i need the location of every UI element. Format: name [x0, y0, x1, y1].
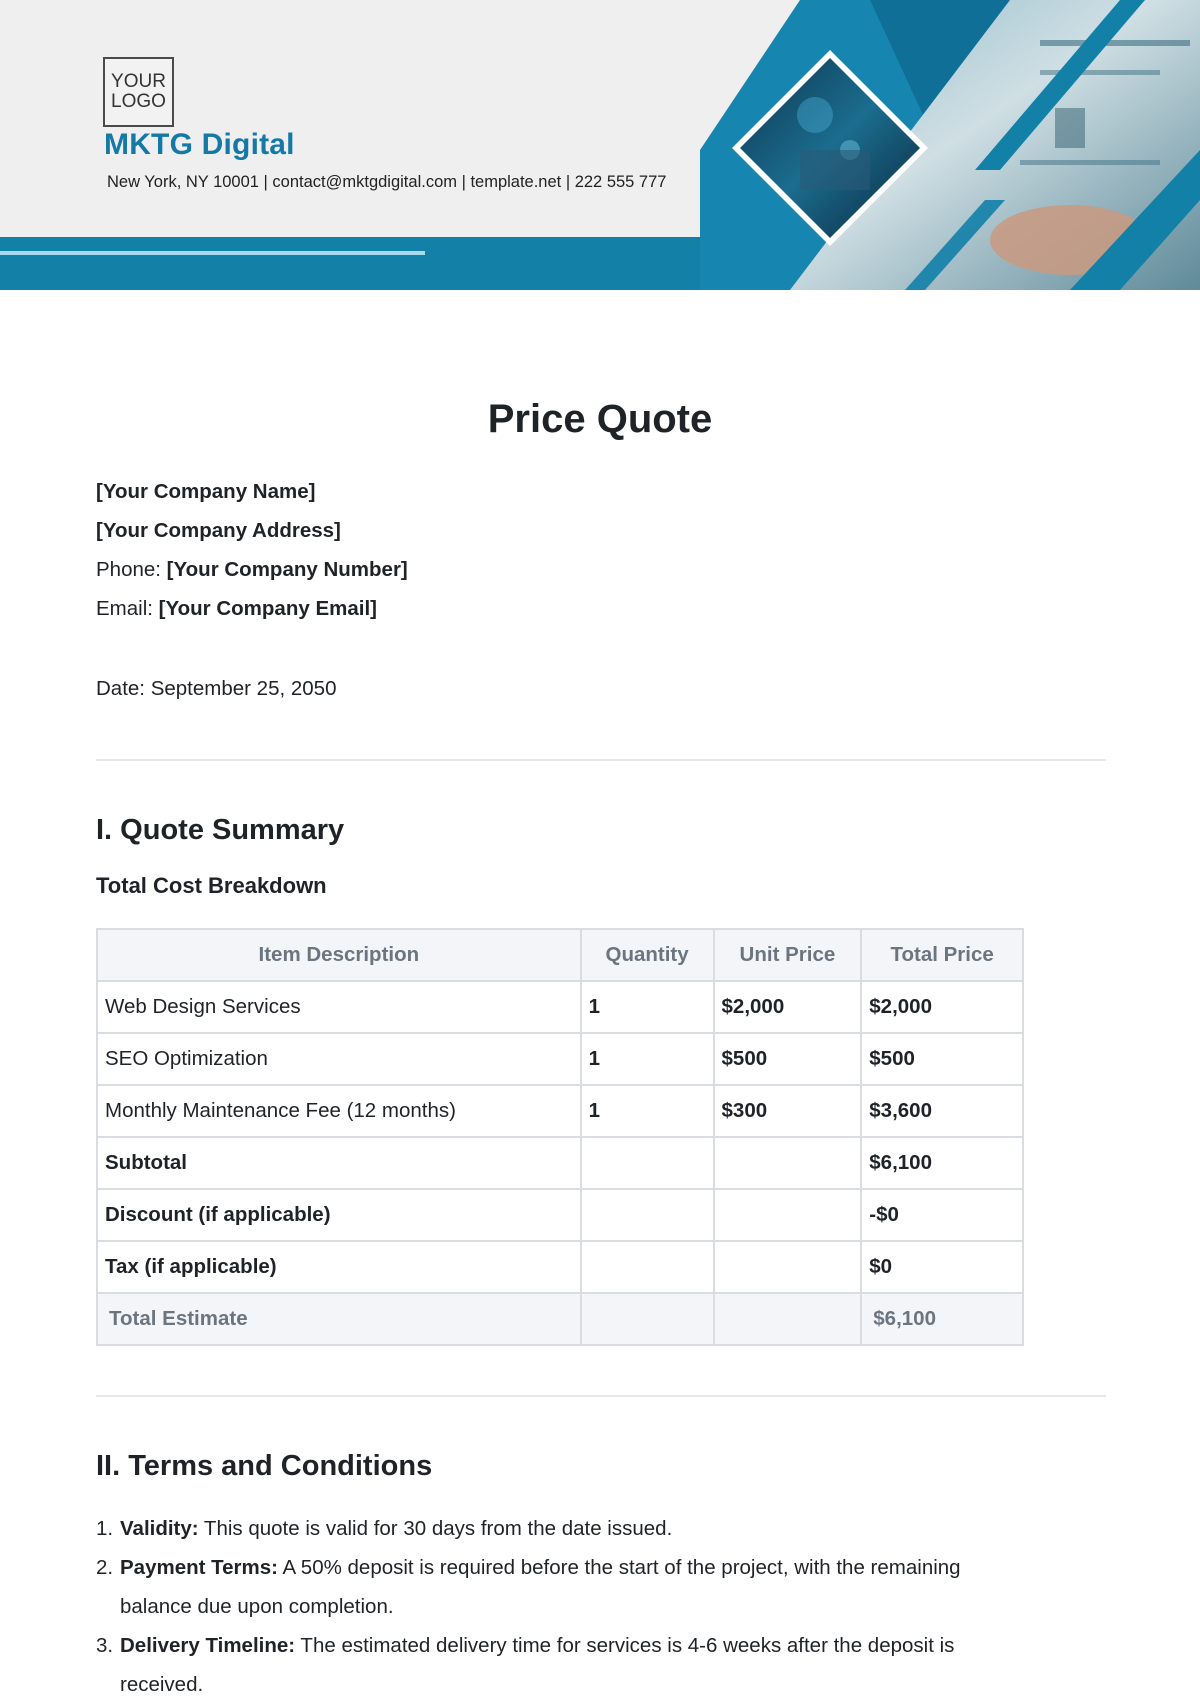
company-details — [96, 472, 408, 628]
summary-value: $6,100 — [861, 1293, 1023, 1345]
cost-breakdown-table — [96, 928, 1024, 1346]
total-estimate-row — [97, 1293, 1023, 1345]
term-text: A 50% deposit is required before the start of the project, with the remaining balance due upon completion. — [120, 1556, 961, 1618]
summary-value: $0 — [861, 1241, 1023, 1293]
term-text: This quote is valid for 30 days from the date issued. — [198, 1517, 673, 1540]
empty-cell — [714, 1189, 862, 1241]
summary-label: Tax (if applicable) — [97, 1241, 581, 1293]
tax-row — [97, 1241, 1023, 1293]
logo-text-line2: LOGO — [111, 91, 166, 112]
quote-date: Date: September 25, 2050 — [96, 677, 337, 700]
column-header: Unit Price — [714, 929, 862, 981]
item-description: Web Design Services — [97, 981, 581, 1033]
list-number: 2. — [96, 1556, 114, 1579]
item-total-price: $500 — [861, 1033, 1023, 1085]
item-quantity: 1 — [581, 1085, 714, 1137]
summary-label: Subtotal — [97, 1137, 581, 1189]
subtotal-row — [97, 1137, 1023, 1189]
company-phone — [96, 550, 408, 589]
item-quantity: 1 — [581, 981, 714, 1033]
list-number: 1. — [96, 1517, 114, 1540]
column-header: Quantity — [581, 929, 714, 981]
page-header — [0, 0, 1200, 290]
email-label: Email: — [96, 597, 159, 620]
summary-label: Total Estimate — [97, 1293, 581, 1345]
item-description: SEO Optimization — [97, 1033, 581, 1085]
column-header: Item Description — [97, 929, 581, 981]
company-email — [96, 589, 408, 628]
empty-cell — [714, 1293, 862, 1345]
empty-cell — [581, 1189, 714, 1241]
list-item — [96, 1509, 1036, 1548]
table-row — [97, 1033, 1023, 1085]
term-text: The estimated delivery time for services is 4-6 weeks after the deposit is received. — [120, 1634, 955, 1696]
terms-list — [96, 1509, 1036, 1701]
brand-name: MKTG Digital — [104, 128, 295, 161]
item-description: Monthly Maintenance Fee (12 months) — [97, 1085, 581, 1137]
item-quantity: 1 — [581, 1033, 714, 1085]
company-name: [Your Company Name] — [96, 480, 316, 503]
item-unit-price: $500 — [714, 1033, 862, 1085]
table-header-row — [97, 929, 1023, 981]
empty-cell — [714, 1137, 862, 1189]
term-label: Payment Terms: — [120, 1556, 278, 1579]
divider — [96, 759, 1106, 761]
term-label: Validity: — [120, 1517, 199, 1540]
email-value: [Your Company Email] — [158, 597, 377, 620]
item-unit-price: $2,000 — [714, 981, 862, 1033]
item-total-price: $3,600 — [861, 1085, 1023, 1137]
empty-cell — [581, 1241, 714, 1293]
item-unit-price: $300 — [714, 1085, 862, 1137]
list-number: 3. — [96, 1634, 114, 1657]
section-heading-quote-summary: I. Quote Summary — [96, 814, 345, 846]
empty-cell — [714, 1241, 862, 1293]
section-heading-terms: II. Terms and Conditions — [96, 1450, 433, 1482]
summary-value: $6,100 — [861, 1137, 1023, 1189]
empty-cell — [581, 1137, 714, 1189]
table-row — [97, 981, 1023, 1033]
summary-label: Discount (if applicable) — [97, 1189, 581, 1241]
logo-text-line1: YOUR — [111, 71, 166, 92]
contact-info: New York, NY 10001 | contact@mktgdigital.com | template.net | 222 555 777 — [107, 173, 667, 191]
phone-value: [Your Company Number] — [166, 558, 408, 581]
company-address: [Your Company Address] — [96, 519, 341, 542]
company-logo — [103, 57, 174, 127]
divider — [96, 1395, 1106, 1397]
empty-cell — [581, 1293, 714, 1345]
discount-row — [97, 1189, 1023, 1241]
term-label: Delivery Timeline: — [120, 1634, 296, 1657]
item-total-price: $2,000 — [861, 981, 1023, 1033]
summary-value: -$0 — [861, 1189, 1023, 1241]
phone-label: Phone: — [96, 558, 167, 581]
column-header: Total Price — [861, 929, 1023, 981]
list-item — [96, 1548, 1036, 1626]
table-row — [97, 1085, 1023, 1137]
list-item — [96, 1626, 1036, 1701]
document-title: Price Quote — [487, 397, 713, 441]
subheading-cost-breakdown: Total Cost Breakdown — [96, 873, 327, 898]
